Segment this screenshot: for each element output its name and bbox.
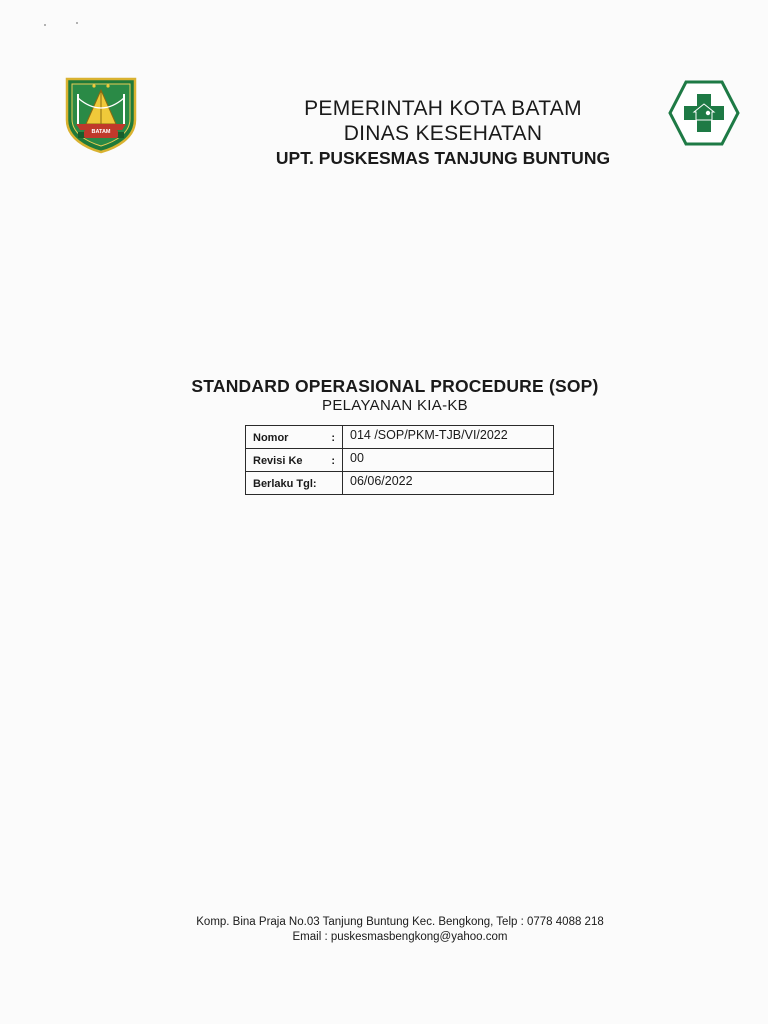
table-row bbox=[246, 449, 554, 472]
row-label-revisi: Revisi Ke bbox=[253, 455, 303, 467]
crest-text: BATAM bbox=[91, 129, 111, 135]
table-row bbox=[246, 426, 554, 449]
footer bbox=[150, 915, 650, 945]
sop-subtitle: PELAYANAN KIA-KB bbox=[322, 397, 468, 414]
government-name: PEMERINTAH KOTA BATAM bbox=[304, 97, 582, 120]
footer-email: Email : puskesmasbengkong@yahoo.com bbox=[292, 931, 508, 943]
footer-address: Komp. Bina Praja No.03 Tanjung Buntung Kec. Bengkong, Telp : 0778 4088 218 bbox=[196, 916, 604, 928]
row-label-nomor: Nomor bbox=[253, 432, 289, 444]
row-value-nomor: 014 /SOP/PKM-TJB/VI/2022 bbox=[343, 426, 554, 449]
table-row bbox=[246, 472, 554, 495]
row-value-berlaku: 06/06/2022 bbox=[343, 472, 554, 495]
sop-title: STANDARD OPERASIONAL PROCEDURE (SOP) bbox=[191, 376, 599, 396]
letterhead bbox=[180, 96, 710, 170]
row-colon: : bbox=[331, 455, 335, 467]
row-value-revisi: 00 bbox=[343, 449, 554, 472]
sop-info-table bbox=[245, 425, 554, 495]
department-name: DINAS KESEHATAN bbox=[343, 122, 543, 145]
facility-name: UPT. PUSKESMAS TANJUNG BUNTUNG bbox=[275, 148, 611, 168]
row-colon: : bbox=[331, 432, 335, 444]
batam-city-crest-icon bbox=[64, 76, 138, 154]
scan-speck bbox=[44, 24, 46, 26]
scan-speck bbox=[76, 22, 78, 24]
puskesmas-cross-icon bbox=[668, 80, 740, 146]
row-label-berlaku: Berlaku Tgl: bbox=[253, 478, 317, 490]
